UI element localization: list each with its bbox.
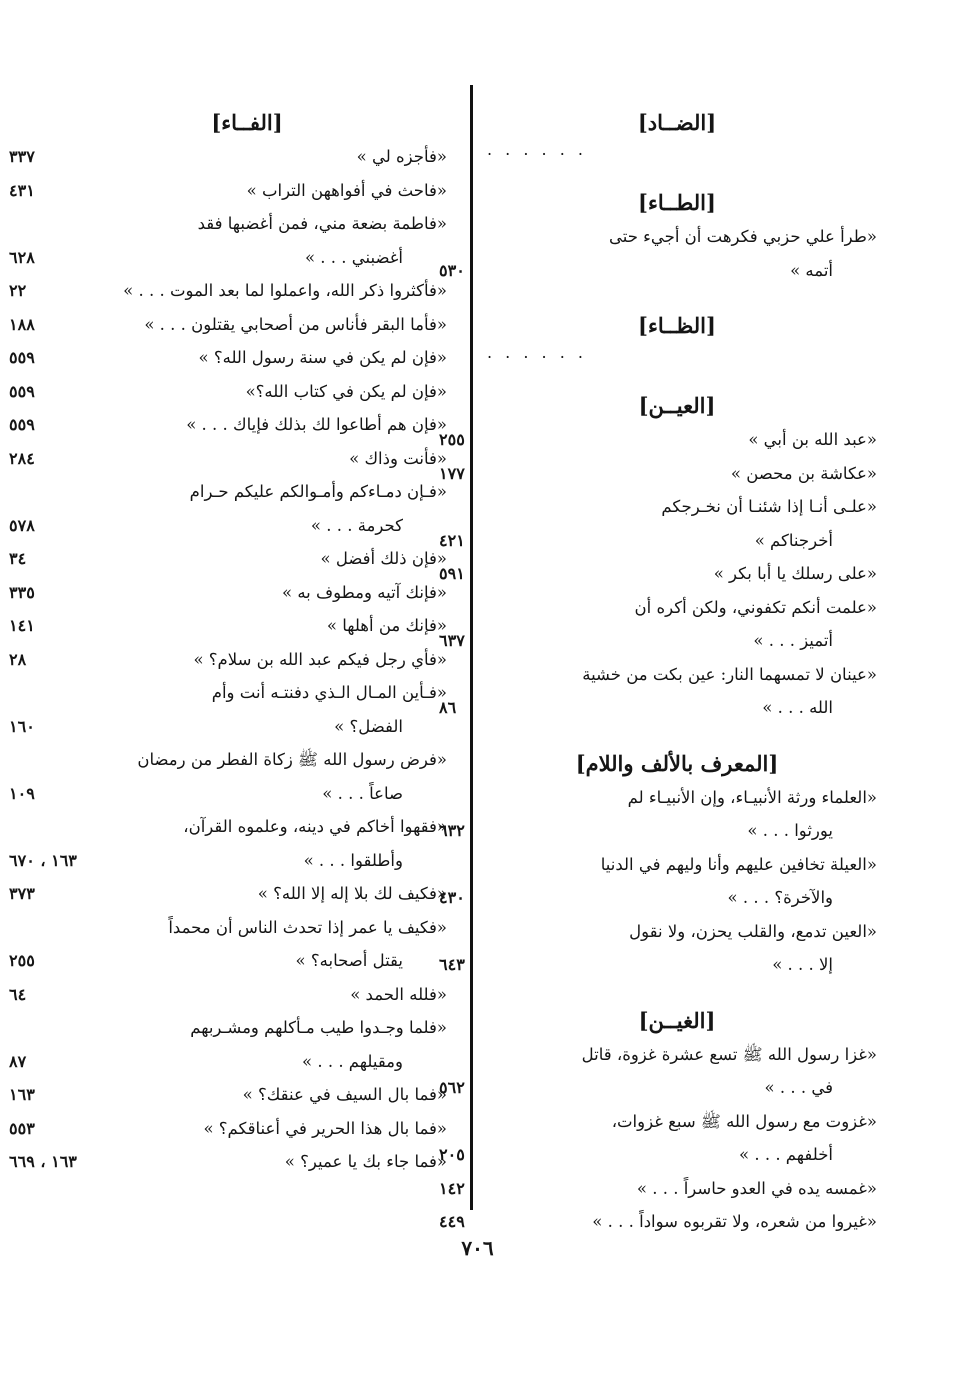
page-reference: ٦٣٧ [439, 631, 465, 650]
entry-text: «فأي رجل فيكم عبد الله بن سلام؟ » [193, 649, 447, 669]
entry-text: يقتل أصحابه؟ » [295, 951, 403, 970]
entry-text: يورثوا . . . » [747, 821, 833, 840]
entry-text: «فإن هم أطاعوا لك بذلك فإياك . . . » [186, 415, 447, 434]
index-entry [9, 911, 447, 978]
right-column [439, 100, 877, 1239]
page-reference: ٦٢٨ [9, 247, 35, 267]
index-entry [9, 375, 447, 409]
index-entry [9, 1112, 447, 1146]
entry-text: «العلماء ورثة الأنبيـاء، وإن الأنبيـاء لم [627, 787, 877, 807]
index-entry [9, 475, 447, 542]
entry-text: في . . . » [764, 1078, 833, 1097]
index-entry [9, 274, 447, 308]
index-entry [439, 220, 877, 287]
entry-text: «فما بال هذا الحرير في أعناقكم؟ » [203, 1118, 447, 1138]
page-reference: ٥٥٩ [9, 381, 35, 401]
left-column [9, 100, 447, 1179]
index-entry [9, 1011, 447, 1078]
index-entry [439, 658, 877, 725]
page-reference: ٤٣١ [9, 180, 35, 200]
index-entry [439, 591, 877, 658]
index-entry [439, 457, 877, 491]
page-reference: ١٤٢ [439, 1178, 465, 1198]
entry-text: «فإن ذلك أفضل » [320, 549, 447, 568]
section-header: [الفــاء] [211, 110, 283, 135]
index-entry [9, 207, 447, 274]
entry-text: «علـى أنـا إذا شئنـا أن نخـرجكم [661, 497, 877, 516]
entry-text: «غزوت مع رسول الله ﷺ سبع غزوات، [611, 1111, 877, 1131]
entry-text: «فأنت وذاك » [349, 448, 447, 468]
entry-text: «العيلة تخافين عليهم وأنا وليهم في الدنيا [600, 854, 877, 874]
page-reference: ٢٨ [9, 649, 27, 669]
entry-text: «غيروا من شعره، ولا تقربوه سواداً . . . » [592, 1212, 877, 1231]
entry-text: «فما جاء بك يا عمير؟ » [284, 1152, 447, 1171]
entry-text: «فأكثروا ذكر الله، واعملوا لما بعد الموت . . . » [123, 281, 447, 300]
index-entry [439, 1172, 877, 1206]
page-reference: ١٦٠ [9, 716, 35, 736]
index-entry [9, 743, 447, 810]
section-gap [477, 367, 877, 383]
section-gap [477, 164, 877, 180]
page-reference: ٥٩١ [439, 564, 465, 583]
entry-text: «عكاشة بن محصن » [730, 463, 877, 483]
entry-text: «فإنك من أهلها » [326, 616, 447, 635]
page-number: ٧٠٦ [461, 1236, 494, 1260]
index-entry [9, 1145, 447, 1179]
section-header: [العيــن] [638, 393, 716, 418]
entry-text: ومقيلهم . . . » [302, 1051, 403, 1071]
index-entry [439, 1205, 877, 1239]
page-reference: ٥٥٩ [9, 415, 35, 434]
entry-text: «فإن لم يكن في كتاب الله؟» [245, 381, 447, 401]
section-gap [477, 725, 877, 741]
page-reference: ٢٨٤ [9, 448, 35, 468]
entry-text: «على رسلك يا أبا بكر » [713, 564, 877, 583]
entry-text: الله . . . » [762, 698, 833, 717]
entry-text: «فرض رسول الله ﷺ زكاة الفطر من رمضان [137, 750, 447, 769]
index-entry [9, 978, 447, 1012]
column-divider [470, 85, 473, 1210]
entry-text: وأطلقوا . . . » [303, 850, 403, 870]
index-entry [439, 557, 877, 591]
section-header: [المعرف بالألف واللام] [575, 750, 779, 776]
index-entry [9, 1078, 447, 1112]
index-entry [439, 915, 877, 982]
page-reference: ٥٥٩ [9, 348, 35, 367]
index-entry [9, 810, 447, 877]
index-entry [9, 408, 447, 442]
page-reference: ١٧٧ [439, 463, 465, 483]
entry-text: «فأما البقر فأناس من أصحابي يقتلون . . . » [144, 314, 447, 334]
section-header: [الطــاء] [638, 190, 716, 215]
page-reference: ٥٦٢ [439, 1078, 465, 1097]
page-reference: ٦٤ [9, 984, 27, 1004]
page-reference: ٣٤ [9, 549, 27, 568]
ellipsis-placeholder: . . . . . . [487, 343, 587, 362]
index-entry [9, 576, 447, 610]
section-gap [477, 287, 877, 303]
entry-text: «غمسه يده في العدو حاسراً . . . » [636, 1178, 877, 1198]
entry-text: «فقهوا أخاكم في دينه، وعلموه القرآن، [183, 817, 447, 836]
page-reference: ٢٢ [9, 281, 27, 300]
index-entry [9, 442, 447, 476]
entry-text: «فإنك آتيه ومطوف به » [282, 582, 447, 602]
entry-text: إلا . . . » [772, 955, 833, 974]
page-reference: ٤٤٩ [439, 1212, 465, 1231]
entry-text: أتمه » [790, 260, 833, 280]
section-header: [الضــاد] [637, 110, 717, 135]
section-header: [الغيــن] [638, 1007, 716, 1033]
index-entry [9, 609, 447, 643]
index-entry [439, 848, 877, 915]
index-entry [9, 676, 447, 743]
entry-text: «فلما وجـدوا طيب مـأكلهم ومشـربهم [190, 1018, 447, 1037]
index-entry [439, 423, 877, 457]
entry-text: «فـأين المـال الـذي دفنتـه أنت وأم [211, 683, 447, 702]
index-entry [9, 643, 447, 677]
page-reference: ٤٢١ [439, 530, 465, 550]
page-reference: ٥٥٣ [9, 1118, 35, 1138]
page-reference: ٨٦ [439, 698, 457, 717]
page-reference: ٢٥٥ [9, 951, 35, 970]
entry-text: «فاطمة بضعة مني، فمن أغضبها فقد [197, 214, 447, 233]
index-entry [439, 781, 877, 848]
index-entry [439, 490, 877, 557]
ellipsis-placeholder: . . . . . . [487, 140, 587, 159]
entry-text: «فكيف يا عمر إذا تحدث الناس أن محمداً [168, 917, 447, 937]
entry-text: «فأجزه لي » [356, 147, 447, 166]
page-reference: ٥٣٠ [439, 260, 465, 280]
page-reference: ١٦٣ ، ٦٧٠ [9, 850, 77, 870]
entry-text: أخرجناكم » [754, 530, 833, 550]
page-reference: ١٨٨ [9, 314, 35, 334]
entry-text: «فاحث في أفواههن التراب » [246, 180, 447, 200]
entry-text: «عبد الله بن أبي » [748, 430, 877, 449]
page-reference: ٤٣٠ [439, 888, 465, 907]
page-reference: ٨٧ [9, 1051, 27, 1071]
index-entry [9, 341, 447, 375]
page-reference: ٦٣٢ [439, 821, 465, 840]
page-reference: ٥٧٨ [9, 515, 35, 535]
index-entry [9, 542, 447, 576]
entry-text: أتميز . . . » [753, 631, 833, 650]
index-entry [9, 174, 447, 208]
page-reference: ٢٥٥ [439, 430, 465, 449]
entry-text: «فكيف لك بلا إله إلا الله؟ » [257, 884, 447, 903]
page-reference: ١٤١ [9, 616, 35, 635]
index-entry [9, 140, 447, 174]
entry-text: والآخرة؟ . . . » [727, 888, 833, 907]
page-reference: ٣٧٣ [9, 884, 35, 903]
index-entry [9, 877, 447, 911]
entry-text: «غزا رسول الله ﷺ تسع عشرة غزوة، قاتل [581, 1044, 877, 1064]
page-reference: ٣٣٧ [9, 147, 35, 166]
entry-text: أغضبني . . . » [304, 247, 403, 267]
page-reference: ١٠٩ [9, 783, 35, 803]
entry-text: «فما بال السيف في عنقك؟ » [242, 1085, 447, 1104]
entry-text: كحرمة . . . » [310, 515, 403, 535]
index-entry [439, 1105, 877, 1172]
entry-text: الفضل؟ » [334, 716, 403, 736]
page-reference: ١٦٣ [9, 1085, 35, 1104]
index-entry [9, 308, 447, 342]
entry-text: «العين تدمع، والقلب يحزن، ولا نقول [629, 921, 877, 941]
entry-text: «فلله الحمد » [350, 984, 447, 1004]
entry-text: «عينان لا تمسهما النار: عين بكت من خشية [582, 664, 877, 684]
entry-text: «فإن لم يكن في سنة رسول الله؟ » [198, 348, 447, 367]
entry-text: صاعاً . . . » [322, 783, 403, 803]
section-header: [الظــاء] [638, 313, 716, 338]
entry-text: «فـإن دمـاءكم وأمـوالكم عليكم حـرام [189, 482, 447, 501]
entry-text: «طرأ علي حزبي فكرهت أن أجيء حتى [608, 227, 877, 246]
section-gap [477, 982, 877, 998]
entry-text: أخلفهم . . . » [739, 1145, 833, 1164]
page-reference: ٢٠٥ [439, 1145, 465, 1164]
page-reference: ١٦٣ ، ٦٦٩ [9, 1152, 77, 1171]
entry-text: «علمت أنكم تكفوني، ولكن أكره أن [634, 597, 877, 617]
page-reference: ٣٣٥ [9, 582, 35, 602]
page-reference: ٦٤٣ [439, 955, 465, 974]
index-entry [439, 1038, 877, 1105]
